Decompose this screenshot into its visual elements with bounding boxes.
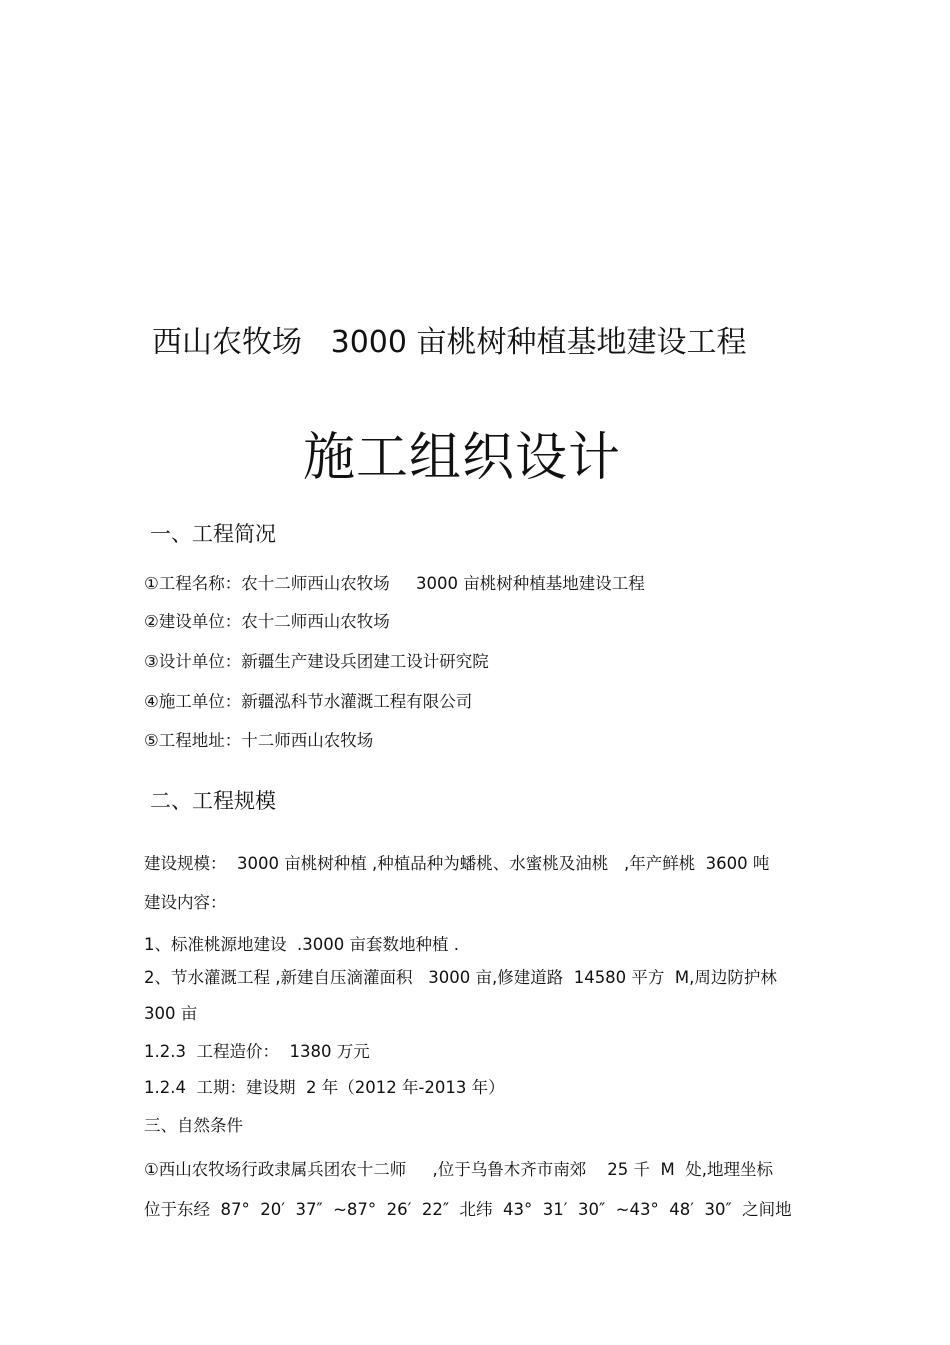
overview-item-designer: ③设计单位：新疆生产建设兵团建工设计研究院 bbox=[144, 652, 489, 671]
scale-line: 建设内容： bbox=[144, 893, 227, 912]
section-heading-overview: 一、工程简况 bbox=[150, 522, 276, 546]
scale-line: 建设规模： 3000 亩桃树种植 ,种植品种为蟠桃、水蜜桃及油桃 ,年产鲜桃 3600 吨 bbox=[144, 854, 770, 873]
natural-conditions-line: ①西山农牧场行政隶属兵团农十二师 ,位于乌鲁木齐市南郊 25 千 M 处,地理坐标 bbox=[144, 1160, 773, 1179]
scale-line: 1、标准桃源地建设 .3000 亩套数地种植 . bbox=[144, 935, 459, 954]
overview-item-owner: ②建设单位：农十二师西山农牧场 bbox=[144, 612, 390, 631]
section-heading-scale: 二、工程规模 bbox=[150, 789, 276, 813]
scale-line: 1.2.3 工程造价： 1380 万元 bbox=[144, 1042, 370, 1061]
scale-line: 300 亩 bbox=[144, 1004, 198, 1023]
overview-item-contractor: ④施工单位：新疆泓科节水灌溉工程有限公司 bbox=[144, 692, 473, 711]
overview-item-project-name: ①工程名称：农十二师西山农牧场 3000 亩桃树种植基地建设工程 bbox=[144, 574, 645, 593]
natural-conditions-line: 位于东经 87° 20′ 37″ ~87° 26′ 22″ 北纬 43° 31′ 30″ ~43° 48′ 30″ 之间地 bbox=[144, 1200, 792, 1219]
project-title-line: 西山农牧场 3000 亩桃树种植基地建设工程 bbox=[152, 325, 747, 360]
scale-line: 2、节水灌溉工程 ,新建自压滴灌面积 3000 亩,修建道路 14580 平方 M,周边防护林 bbox=[144, 968, 777, 987]
main-title: 施工组织设计 bbox=[303, 428, 622, 488]
overview-item-address: ⑤工程地址：十二师西山农牧场 bbox=[144, 731, 374, 750]
section-heading-natural-conditions: 三、自然条件 bbox=[144, 1116, 243, 1135]
scale-line: 1.2.4 工期：建设期 2 年（2012 年-2013 年） bbox=[144, 1078, 505, 1097]
